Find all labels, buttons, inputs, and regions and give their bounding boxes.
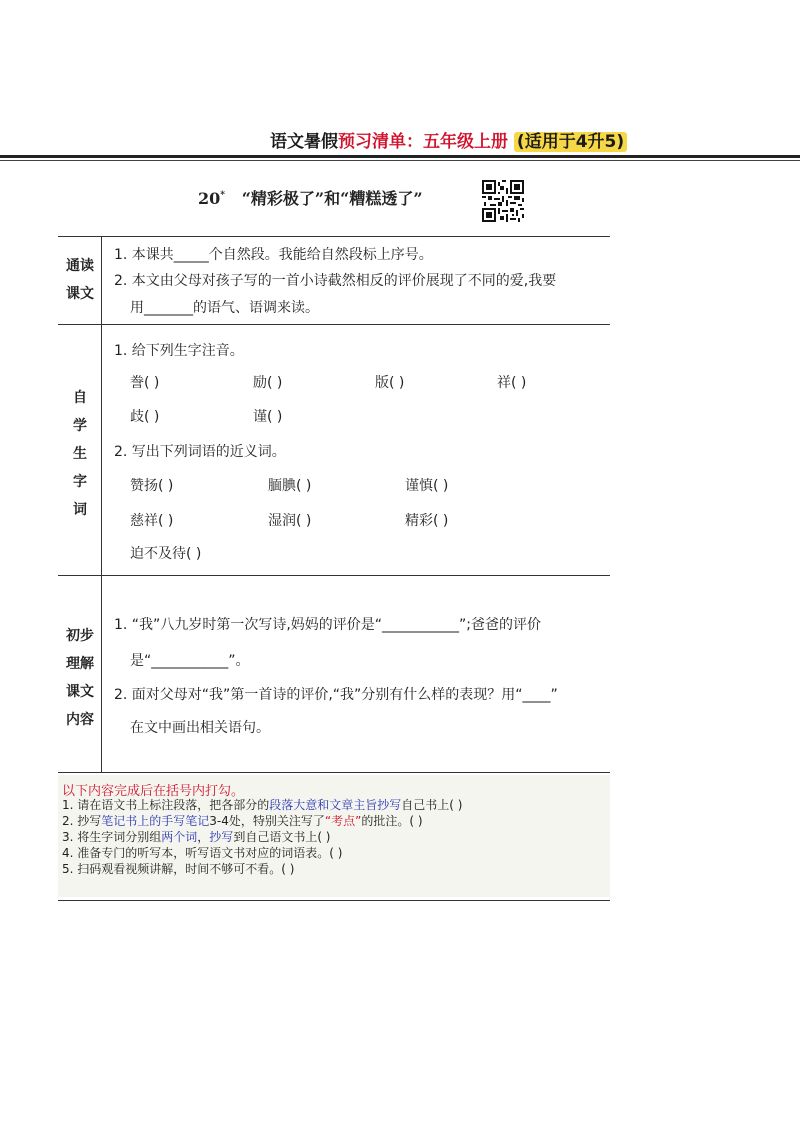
chars-q1: 1. 给下列生字注音。 [114,343,244,359]
checklist-text: 的批注。( ) [361,814,423,828]
checklist-highlight: “考点” [324,814,362,828]
checklist-text: 2. 抄写 [62,814,102,828]
table-line-2 [58,575,610,576]
header-part3: (适用于4升5) [514,132,627,152]
pinyin-item: 励( ) [253,375,283,391]
chars-q2: 2. 写出下列词语的近义词。 [114,444,286,460]
header-rule [0,155,800,158]
checklist-item-1[interactable] [62,796,462,813]
checklist-text: 到自己语文书上( ) [233,830,331,844]
understand-q2a: 2. 面对父母对“我”第一首诗的评价,“我”分别有什么样的表现？用“____” [114,687,558,703]
table-line-bottom [58,900,610,901]
checklist-text: 自己书上( ) [401,798,463,812]
header-part1: 语文暑假 [270,132,338,152]
checklist-text: 3. 将生字词分别组 [62,830,162,844]
checklist-highlight: 笔记书上的手写笔记 [101,814,210,828]
section-label-understand: 初步 理解 课文 内容 [66,628,94,728]
lesson-title [198,186,423,209]
synonym-item: 赞扬( ) [130,478,174,494]
table-line-1 [58,324,610,325]
synonym-item: 精彩( ) [405,513,449,529]
synonym-item: 迫不及待( ) [130,546,202,562]
lesson-mark: * [220,190,225,201]
synonym-item: 湿润( ) [268,513,312,529]
checklist-item-5[interactable]: 5. 扫码观看视频讲解，时间不够可不看。( ) [62,862,295,876]
checklist-highlight: 抄写 [209,830,234,844]
checklist-item-4[interactable]: 4. 准备专门的听写本，听写语文书对应的词语表。( ) [62,846,343,860]
pinyin-item: 版( ) [375,375,405,391]
read-q2b: 用_______的语气、语调来读。 [130,300,319,316]
section-label-chars: 自 学 生 字 词 [73,390,87,518]
pinyin-item: 祥( ) [497,375,527,391]
table-divider [101,236,102,772]
understand-q1a: 1. “我”八九岁时第一次写诗,妈妈的评价是“___________”;爸爸的评价 [114,617,541,633]
lesson-title-text: “精彩极了”和“糟糕透了” [241,189,423,208]
synonym-item: 慈祥( ) [130,513,174,529]
read-q2a: 2. 本文由父母对孩子写的一首小诗截然相反的评价展现了不同的爱,我要 [114,273,557,289]
checklist-heading: 以下内容完成后在括号内打勾。 [62,784,245,799]
header-rule-thin [0,160,800,161]
table-line-3 [58,772,610,773]
section-label-read: 通读 课文 [66,258,94,302]
qr-code-icon[interactable] [482,180,524,222]
checklist-text: 1. 请在语文书上标注段落，把各部分的 [62,798,270,812]
header-part2: 预习清单：五年级上册 [338,132,508,152]
read-q1: 1. 本课共_____个自然段。我能给自然段标上序号。 [114,247,433,263]
checklist-item-2[interactable] [62,812,423,829]
pinyin-item: 歧( ) [130,409,160,425]
understand-q1b: 是“___________”。 [130,653,250,669]
lesson-number: 20 [198,189,221,208]
checklist-highlight: 段落大意和文章主旨抄写 [269,798,402,812]
checklist-highlight: 两个词 [161,830,198,844]
page-header [270,127,627,152]
checklist-text: 3-4处，特别关注写了 [209,814,325,828]
synonym-item: 腼腆( ) [268,478,312,494]
checklist-text: ， [197,830,210,844]
checklist-item-3[interactable] [62,828,331,845]
synonym-item: 谨慎( ) [405,478,449,494]
understand-q2b: 在文中画出相关语句。 [130,720,270,736]
pinyin-item: 谨( ) [253,409,283,425]
table-line-top [58,236,610,237]
pinyin-item: 誊( ) [130,375,160,391]
